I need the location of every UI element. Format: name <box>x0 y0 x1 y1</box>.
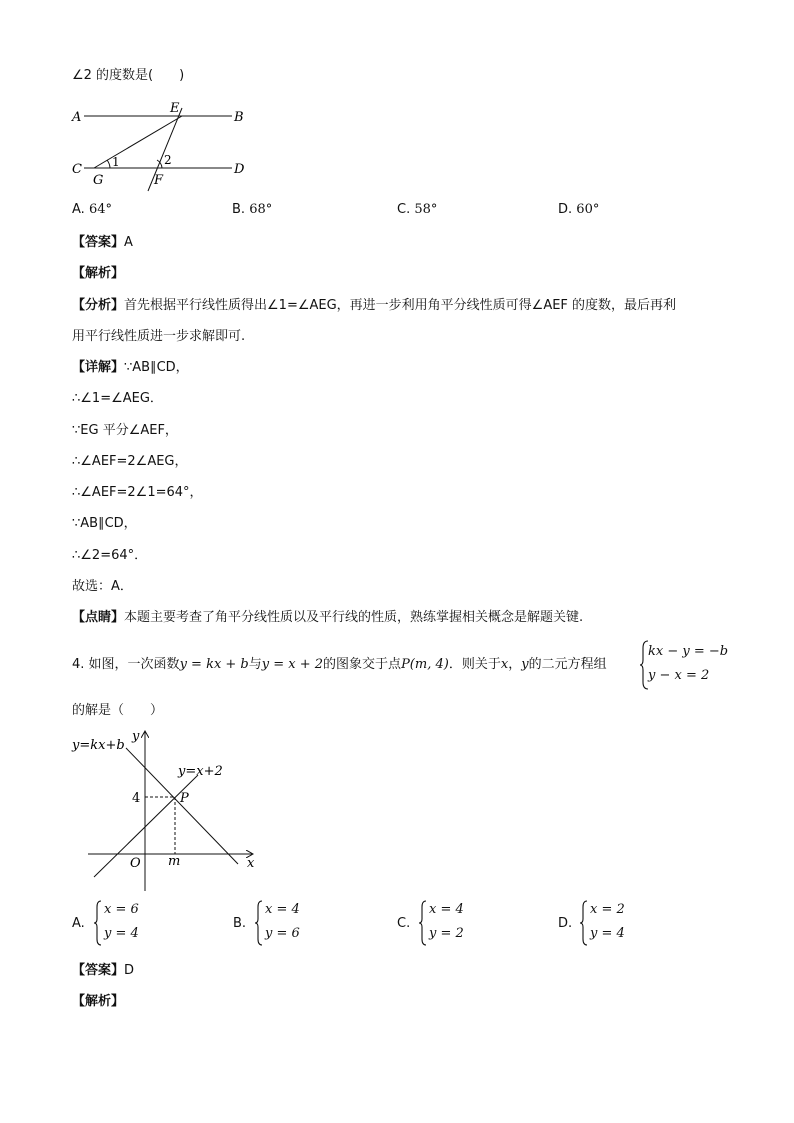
q3-analysis-tag: 【解析】 <box>72 266 125 281</box>
q3-fenxi-line1 <box>72 296 676 316</box>
q3-step-5: ∴∠AEF=2∠1=64°， <box>72 485 203 500</box>
option-system <box>265 898 300 946</box>
system-eq-1: kx − y = −b <box>648 644 729 659</box>
step-text: ∵AB∥CD， <box>124 360 189 375</box>
label-a: A <box>72 110 82 125</box>
option-eq-1: x = 2 <box>590 902 625 917</box>
q3-step-8: 故选：A． <box>72 579 133 594</box>
option-letter: A. <box>72 916 85 931</box>
option-letter: D. <box>558 916 573 931</box>
brace-icon <box>580 900 588 946</box>
q3-step-2: ∴∠1=∠AEG． <box>72 391 163 406</box>
q3-step-7: ∴∠2=64°． <box>72 548 148 563</box>
fenxi-tag: 【分析】 <box>72 298 125 313</box>
label-x-axis: x <box>247 856 255 871</box>
q3-option-c[interactable] <box>397 202 437 217</box>
stem-text: 如图，一次函数 <box>88 657 180 672</box>
label-origin: O <box>130 856 141 871</box>
label-p: P <box>180 791 189 806</box>
q4-graph <box>70 728 270 898</box>
dianjing-tag: 【点睛】 <box>72 610 125 625</box>
q3-figure <box>66 96 266 196</box>
q4-options <box>72 898 752 950</box>
label-m: m <box>168 854 181 869</box>
point-p: P(m, 4) <box>401 657 449 672</box>
q3-option-a[interactable] <box>72 202 112 217</box>
label-d: D <box>234 162 245 177</box>
system-lines <box>648 640 728 688</box>
var-x: x <box>500 657 509 672</box>
q3-step-6: ∵AB∥CD， <box>72 516 137 531</box>
brace-icon <box>255 900 263 946</box>
option-system <box>429 898 464 946</box>
option-eq-2: y = 4 <box>104 926 139 941</box>
label-c: C <box>72 162 82 177</box>
q4-equation-system <box>640 640 740 690</box>
q3-answer <box>72 233 133 253</box>
label-angle-1: 1 <box>112 155 120 169</box>
label-b: B <box>234 110 244 125</box>
var-y: y <box>521 657 529 672</box>
q4-stem <box>72 655 607 675</box>
q4-answer <box>72 961 134 981</box>
stem-text: 与 <box>248 657 262 672</box>
option-system <box>590 898 625 946</box>
option-eq-2: y = 2 <box>429 926 464 941</box>
xiangjie-tag: 【详解】 <box>72 360 125 375</box>
option-text: 60° <box>576 202 600 217</box>
option-eq-1: x = 6 <box>104 902 139 917</box>
stem-sep: ， <box>508 657 522 672</box>
q3-option-b[interactable] <box>232 202 272 217</box>
option-letter: C. <box>397 916 411 931</box>
q4-stem-tail: 的解是（ ） <box>72 703 164 718</box>
stem-text: 的二元方程组 <box>528 657 607 672</box>
q3-xiangjie <box>72 358 189 378</box>
label-e: E <box>170 101 180 116</box>
q3-option-d[interactable] <box>558 202 599 217</box>
option-eq-1: x = 4 <box>265 902 300 917</box>
option-eq-2: y = 4 <box>590 926 625 941</box>
answer-tag: 【答案】 <box>72 963 125 978</box>
q3-dianjing <box>72 608 583 628</box>
label-4: 4 <box>132 791 141 806</box>
label-line-kx-b: y=kx+b <box>72 738 125 753</box>
function-2: y = x + 2 <box>261 657 324 672</box>
q3-step-3: ∵EG 平分∠AEF， <box>72 423 178 438</box>
stem-text: 的图象交于点 <box>323 657 402 672</box>
label-angle-2: 2 <box>164 153 172 167</box>
function-1: y = kx + b <box>179 657 249 672</box>
option-letter: B. <box>233 916 247 931</box>
brace-icon <box>94 900 102 946</box>
q3-step-4: ∴∠AEF=2∠AEG， <box>72 454 188 469</box>
q3-options <box>72 202 752 224</box>
q3-fenxi-line2: 用平行线性质进一步求解即可. <box>72 329 246 344</box>
option-letter: C. <box>397 202 411 217</box>
q4-analysis-tag: 【解析】 <box>72 994 125 1009</box>
label-g: G <box>93 173 104 188</box>
answer-value: A <box>124 235 133 250</box>
dianjing-text: 本题主要考查了角平分线性质以及平行线的性质，熟练掌握相关概念是解题关键. <box>124 610 584 625</box>
option-eq-1: x = 4 <box>429 902 464 917</box>
angle-1-arc <box>107 160 110 168</box>
option-letter: B. <box>232 202 246 217</box>
label-line-x2: y=x+2 <box>178 764 223 779</box>
system-eq-2: y − x = 2 <box>648 668 710 683</box>
option-text: 68° <box>249 202 273 217</box>
brace-icon <box>419 900 427 946</box>
option-letter: A. <box>72 202 85 217</box>
stem-text: ．则关于 <box>448 657 501 672</box>
q3-stem-tail: ∠2 的度数是( ) <box>72 68 185 83</box>
option-text: 64° <box>88 202 112 217</box>
option-text: 58° <box>414 202 438 217</box>
question-number: 4. <box>72 657 85 672</box>
answer-tag: 【答案】 <box>72 235 125 250</box>
option-letter: D. <box>558 202 573 217</box>
label-y-axis: y <box>132 729 140 744</box>
label-f: F <box>154 173 164 188</box>
answer-value: D <box>124 963 135 978</box>
option-eq-2: y = 6 <box>265 926 300 941</box>
fenxi-text: 首先根据平行线性质得出∠1=∠AEG，再进一步利用角平分线性质可得∠AEF 的度数，最后再利 <box>124 298 677 313</box>
option-system <box>104 898 139 946</box>
